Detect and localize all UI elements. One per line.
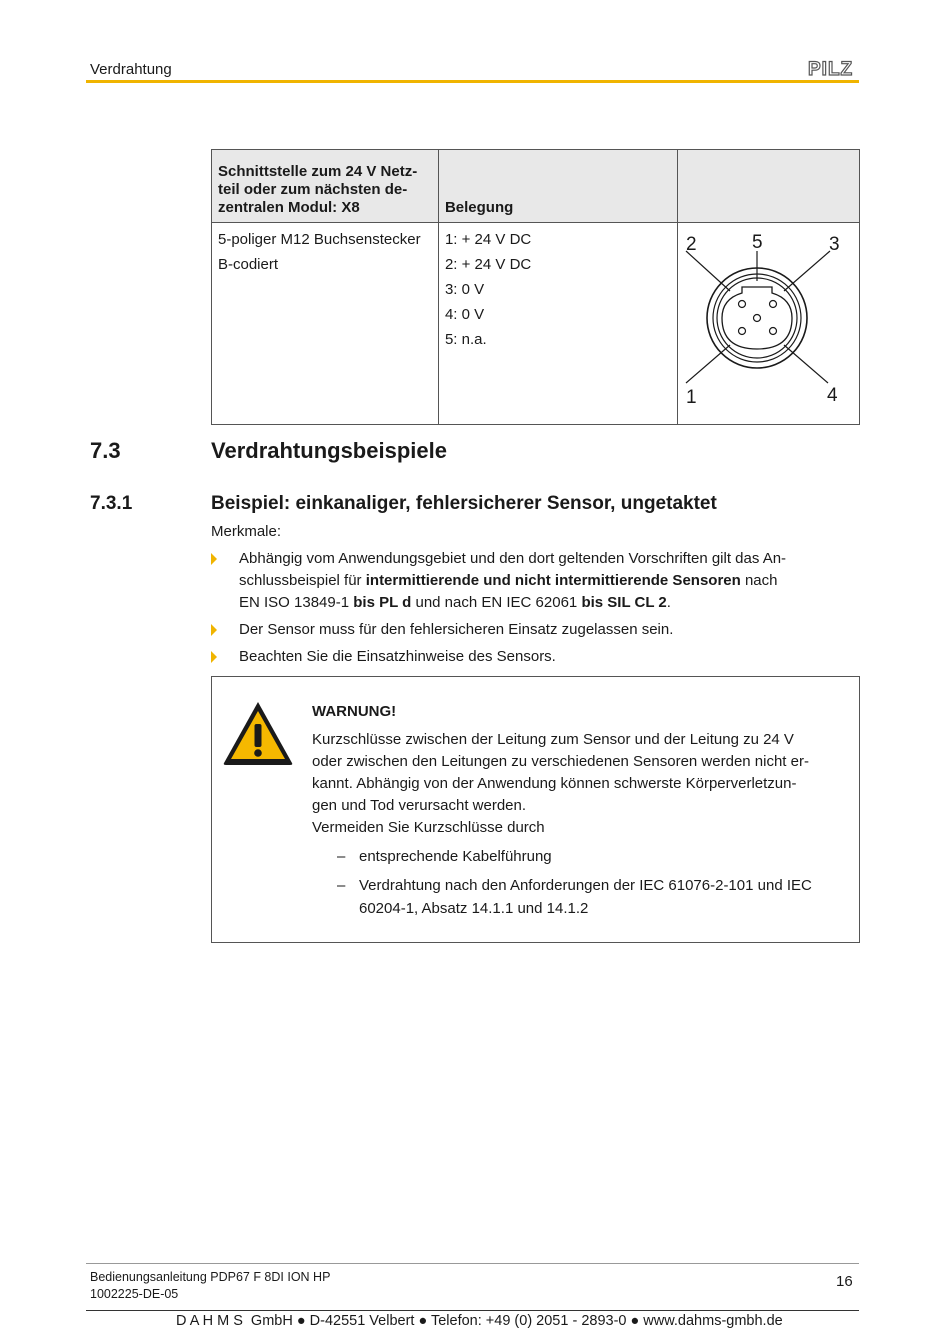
connector-inner-ring [717, 278, 797, 358]
footer-doc-info [90, 1269, 330, 1303]
header-interface-line: Schnittstelle zum 24 V Netz- [218, 163, 418, 180]
pin-assignment-line: 2: + 24 V DC [444, 256, 532, 273]
pin-assignment-line: 5: n.a. [444, 331, 487, 348]
pin-label-5: 5 [751, 232, 763, 253]
pin-label-2: 2 [685, 234, 697, 255]
footer-rule [86, 1310, 859, 1311]
header-interface-line: zentralen Modul: X8 [218, 199, 360, 216]
leader-line [686, 251, 730, 291]
list-item [211, 548, 831, 614]
dash-marker: – [337, 877, 346, 894]
list-item-line: 60204-1, Absatz 14.1.1 und 14.1.2 [359, 900, 589, 917]
footer-doc-number: 1002225-DE-05 [90, 1287, 179, 1301]
warning-line: Kurzschlüsse zwischen der Leitung zum Sensor und der Leitung zu 24 V [312, 731, 794, 748]
list-item [211, 646, 831, 668]
header-title: Verdrahtung [90, 61, 172, 78]
pin-1 [738, 328, 745, 335]
connector-key-outline [722, 287, 792, 349]
warning-line: gen und Tod verursacht werden. [312, 797, 527, 814]
connector-type-cell [212, 223, 439, 425]
warning-line: Vermeiden Sie Kurzschlüsse durch [312, 819, 545, 836]
bullet-arrow-icon [211, 553, 217, 565]
table-header-row [212, 150, 860, 223]
list-item-line: schlussbeispiel für intermittierende und nicht intermittierende Sensoren nach [239, 572, 778, 589]
list-item-line: entsprechende Kabelführung [359, 848, 552, 865]
list-item [337, 874, 852, 920]
header-assignment: Belegung [438, 150, 677, 223]
pin-4 [769, 328, 776, 335]
m12-pinout-diagram [678, 223, 848, 416]
warning-triangle-icon [222, 699, 294, 767]
list-item-text: Der Sensor muss für den fehlersicheren Einsatz zugelassen sein. [239, 621, 674, 638]
list-item [337, 845, 852, 868]
feature-list [211, 548, 831, 673]
bullet-arrow-icon [211, 651, 217, 663]
leader-line [784, 251, 830, 291]
table-row [212, 223, 860, 425]
warning-text [312, 729, 852, 839]
warning-line: kannt. Abhängig von der Anwendung können schwerste Körperverletzun- [312, 775, 797, 792]
list-item-line: Abhängig vom Anwendungsgebiet und den dort geltenden Vorschriften gilt das An- [239, 550, 787, 567]
pin-assignment-line: 1: + 24 V DC [444, 231, 532, 248]
section-number: 7.3 [90, 438, 121, 463]
pin-assignment-line: 3: 0 V [444, 281, 485, 298]
subsection-number: 7.3.1 [90, 493, 133, 514]
header-interface [212, 150, 439, 223]
pin-label-4: 4 [826, 385, 838, 406]
bullet-arrow-icon [211, 624, 217, 636]
header-diagram [677, 150, 859, 223]
header-interface-line: teil oder zum nächsten de- [218, 181, 408, 198]
dash-marker: – [337, 848, 346, 865]
leader-line [784, 345, 828, 383]
connector-type-line: B-codiert [218, 256, 279, 273]
warning-title: WARNUNG! [312, 703, 397, 720]
header-rule [86, 80, 859, 83]
pin-assignment-line: 4: 0 V [444, 306, 485, 323]
pin-2 [738, 301, 745, 308]
footer-company: D A H M S GmbH ● D-42551 Velbert ● Telefon: +49 (0) 2051 - 2893-0 ● www.dahms-gmbh.de [176, 1313, 783, 1329]
pin-label-1: 1 [685, 387, 697, 408]
pilz-logo: PILZ [808, 59, 854, 80]
warning-measure-list [337, 845, 852, 926]
connector-type-line: 5-poliger M12 Buchsenstecker [218, 231, 421, 248]
page-number: 16 [836, 1273, 853, 1290]
leader-line [686, 345, 730, 383]
list-item [211, 619, 831, 641]
list-item-line: EN ISO 13849-1 bis PL d und nach EN IEC 62061 bis SIL CL 2. [239, 594, 671, 611]
pin-label-3: 3 [828, 234, 840, 255]
pinout-diagram-cell [677, 223, 859, 425]
pin-3 [769, 301, 776, 308]
list-item-text: Beachten Sie die Einsatzhinweise des Sensors. [239, 648, 556, 665]
footer-doc-title: Bedienungsanleitung PDP67 F 8DI ION HP [90, 1270, 331, 1284]
section-title: Verdrahtungsbeispiele [211, 438, 447, 463]
footer-rule [86, 1263, 859, 1264]
warning-box [211, 676, 860, 943]
subsection-title: Beispiel: einkanaliger, fehlersicherer Sensor, ungetaktet [211, 493, 717, 514]
features-label: Merkmale: [211, 523, 282, 540]
pin-assignment-cell [438, 223, 677, 425]
list-item-line: Verdrahtung nach den Anforderungen der IEC 61076-2-101 und IEC [359, 877, 812, 894]
connector-table [211, 149, 860, 425]
warning-line: oder zwischen den Leitungen zu verschiedenen Sensoren werden nicht er- [312, 753, 809, 770]
pin-5 [753, 315, 760, 322]
